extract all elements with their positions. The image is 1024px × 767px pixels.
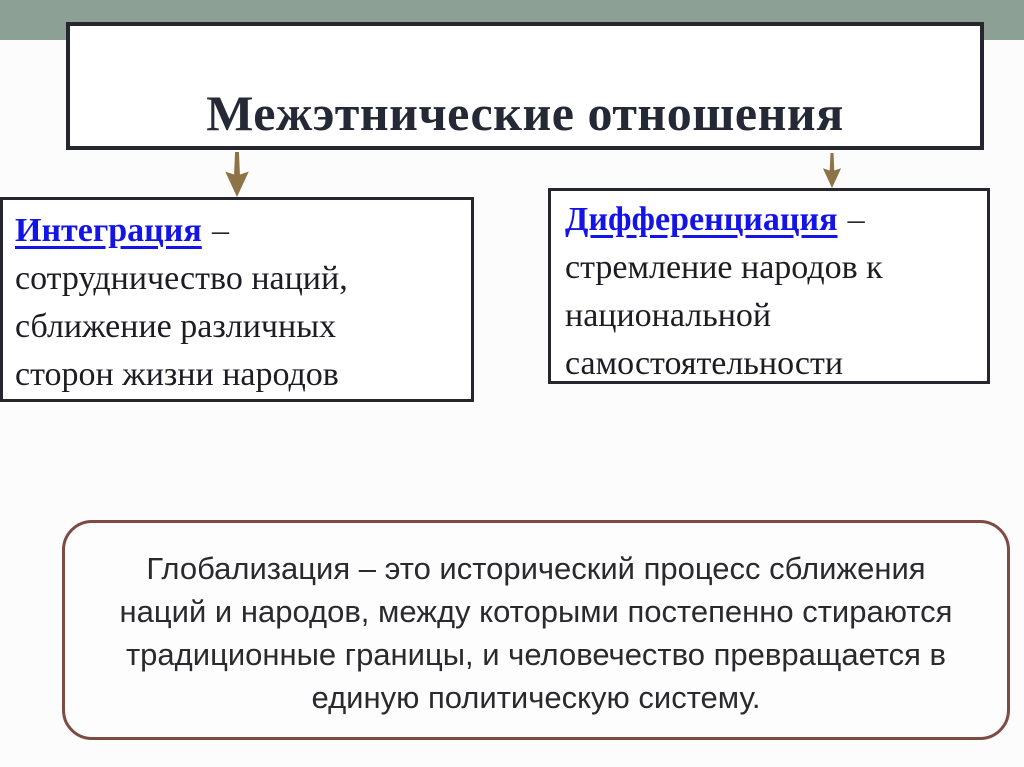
differentiation-term-line (565, 196, 979, 244)
integration-text-line: сторон жизни народов (15, 356, 339, 393)
integration-term-line (15, 207, 463, 255)
integration-box (0, 197, 474, 402)
integration-text-line: сотрудничество наций, (15, 260, 348, 297)
integration-term: Интеграция (15, 212, 202, 249)
differentiation-text-line: национальной (565, 297, 772, 334)
down-arrow-icon (818, 153, 846, 188)
globalization-text-line: Глобализация – это исторический процесс сближения (146, 551, 926, 586)
differentiation-text-line: стремление народов к (565, 249, 883, 286)
globalization-text-line: наций и народов, между которыми постепенно стираются (119, 594, 953, 629)
page-title: Межэтнические отношения (206, 85, 844, 141)
differentiation-box (548, 188, 990, 384)
integration-text-line: сближение различных (15, 308, 337, 345)
differentiation-text-line: самостоятельности (565, 345, 844, 382)
down-arrow-icon (222, 152, 252, 197)
globalization-note (62, 520, 1010, 740)
globalization-text-line: единую политическую систему. (311, 680, 761, 715)
title-box (66, 22, 984, 150)
globalization-text-line: традиционные границы, и человечество превращается в (125, 637, 947, 672)
differentiation-term: Дифференциация (565, 201, 838, 238)
dash: – (211, 212, 229, 249)
dash: – (847, 201, 865, 238)
